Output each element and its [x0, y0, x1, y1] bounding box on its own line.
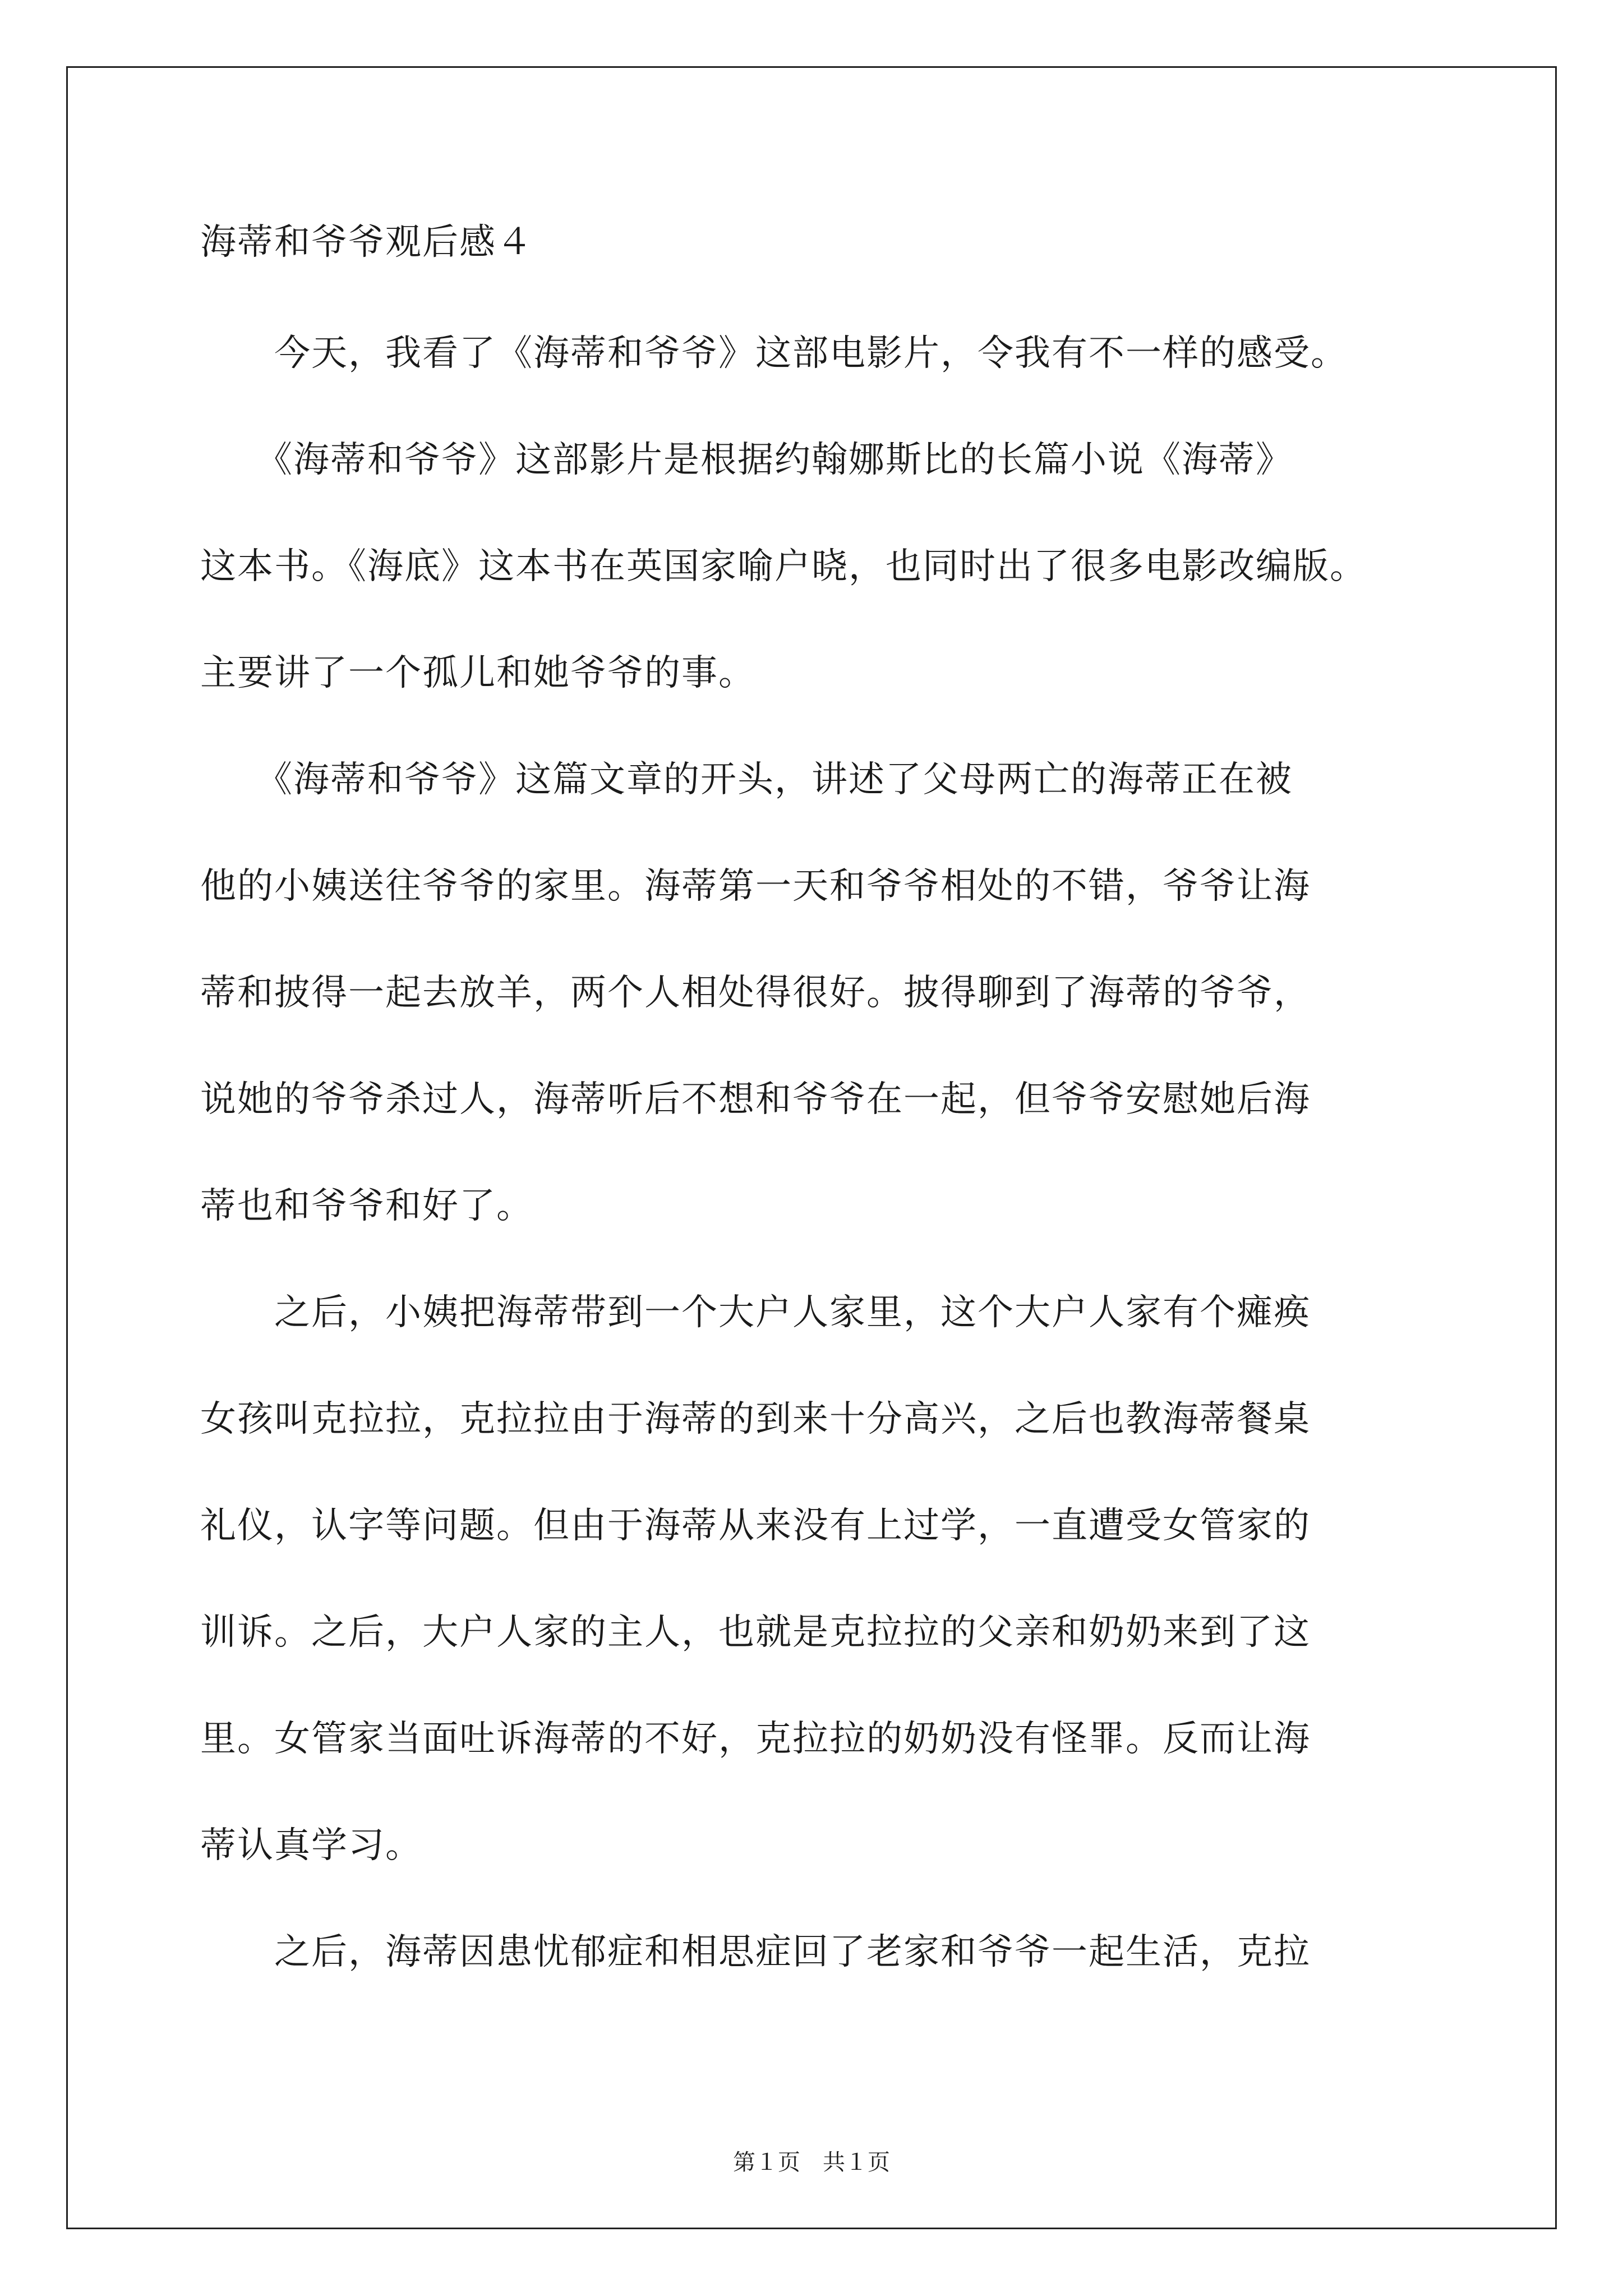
body-line-13: 训诉。之后，大户人家的主人，也就是克拉拉的父亲和奶奶来到了这	[200, 1612, 1311, 1653]
page-border	[66, 66, 1557, 2229]
body-line-10: 之后，小姨把海蒂带到一个大户人家里，这个大户人家有个瘫痪	[200, 1292, 1311, 1333]
body-line-5: 《海蒂和爷爷》这篇文章的开头，讲述了父母两亡的海蒂正在被	[200, 759, 1293, 800]
body-line-9: 蒂也和爷爷和好了。	[200, 1185, 533, 1227]
body-line-4: 主要讲了一个孤儿和她爷爷的事。	[200, 652, 755, 694]
body-line-8: 说她的爷爷杀过人，海蒂听后不想和爷爷在一起，但爷爷安慰她后海	[200, 1079, 1311, 1120]
body-line-2: 《海蒂和爷爷》这部影片是根据约翰娜斯比的长篇小说《海蒂》	[200, 439, 1293, 481]
document-title: 海蒂和爷爷观后感４	[200, 222, 533, 263]
body-line-1: 今天，我看了《海蒂和爷爷》这部电影片，令我有不一样的感受。	[200, 333, 1348, 374]
body-line-3: 这本书。《海底》这本书在英国家喻户晓，也同时出了很多电影改编版。	[200, 546, 1367, 587]
body-line-12: 礼仪，认字等问题。但由于海蒂从来没有上过学，一直遭受女管家的	[200, 1505, 1311, 1547]
body-line-6: 他的小姨送往爷爷的家里。海蒂第一天和爷爷相处的不错，爷爷让海	[200, 866, 1311, 907]
page-number-footer: 第１页 共１页	[733, 2150, 890, 2175]
body-line-14: 里。女管家当面吐诉海蒂的不好，克拉拉的奶奶没有怪罪。反而让海	[200, 1718, 1311, 1760]
body-line-7: 蒂和披得一起去放羊，两个人相处得很好。披得聊到了海蒂的爷爷，	[200, 972, 1311, 1014]
body-line-16: 之后，海蒂因患忧郁症和相思症回了老家和爷爷一起生活，克拉	[200, 1931, 1311, 1973]
body-line-11: 女孩叫克拉拉，克拉拉由于海蒂的到来十分高兴，之后也教海蒂餐桌	[200, 1398, 1311, 1440]
body-line-15: 蒂认真学习。	[200, 1825, 422, 1866]
